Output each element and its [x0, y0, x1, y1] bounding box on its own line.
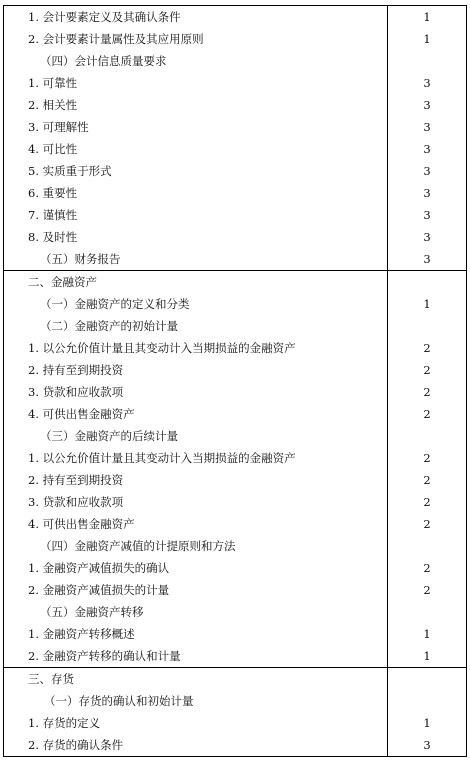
topic-cell: 8. 及时性 — [4, 226, 388, 248]
table-row — [4, 94, 467, 116]
topic-cell: （二）金融资产的初始计量 — [4, 315, 388, 337]
topic-cell: （五）金融资产转移 — [4, 601, 388, 623]
topic-cell: （三）金融资产的后续计量 — [4, 425, 388, 447]
topic-cell: 1. 金融资产减值损失的确认 — [4, 557, 388, 579]
level-cell: 2 — [388, 403, 467, 425]
level-cell: 1 — [388, 645, 467, 668]
table-row — [4, 248, 467, 271]
table-row — [4, 381, 467, 403]
topic-cell: 2. 存货的确认条件 — [4, 734, 388, 757]
syllabus-table — [3, 5, 467, 757]
table-row — [4, 623, 467, 645]
topic-cell: 1. 存货的定义 — [4, 712, 388, 734]
table-row — [4, 557, 467, 579]
topic-cell: 5. 实质重于形式 — [4, 160, 388, 182]
level-cell: 3 — [388, 160, 467, 182]
topic-cell: 2. 持有至到期投资 — [4, 359, 388, 381]
level-cell: 3 — [388, 226, 467, 248]
level-cell: 3 — [388, 116, 467, 138]
level-cell — [388, 668, 467, 691]
topic-cell: 3. 贷款和应收款项 — [4, 491, 388, 513]
table-row — [4, 712, 467, 734]
topic-cell: （一）金融资产的定义和分类 — [4, 293, 388, 315]
table-row — [4, 293, 467, 315]
level-cell: 2 — [388, 513, 467, 535]
level-cell: 2 — [388, 491, 467, 513]
topic-cell: 2. 会计要素计量属性及其应用原则 — [4, 28, 388, 50]
topic-cell: 4. 可供出售金融资产 — [4, 513, 388, 535]
level-cell: 2 — [388, 447, 467, 469]
level-cell — [388, 601, 467, 623]
topic-cell: 1. 可靠性 — [4, 72, 388, 94]
level-cell: 1 — [388, 623, 467, 645]
topic-cell: 2. 金融资产转移的确认和计量 — [4, 645, 388, 668]
table-row — [4, 138, 467, 160]
table-row — [4, 226, 467, 248]
table-row — [4, 645, 467, 668]
topic-cell: 3. 可理解性 — [4, 116, 388, 138]
table-row — [4, 469, 467, 491]
topic-cell: 3. 贷款和应收款项 — [4, 381, 388, 403]
topic-cell: 1. 以公允价值计量且其变动计入当期损益的金融资产 — [4, 337, 388, 359]
topic-cell: 1. 以公允价值计量且其变动计入当期损益的金融资产 — [4, 447, 388, 469]
level-cell: 1 — [388, 6, 467, 29]
topic-cell: （四）金融资产减值的计提原则和方法 — [4, 535, 388, 557]
topic-cell: 二、金融资产 — [4, 271, 388, 294]
table-row — [4, 337, 467, 359]
level-cell: 1 — [388, 28, 467, 50]
level-cell: 1 — [388, 293, 467, 315]
table-row — [4, 28, 467, 50]
table-row — [4, 6, 467, 29]
section-heading-row — [4, 271, 467, 294]
level-cell: 3 — [388, 138, 467, 160]
topic-cell: 1. 金融资产转移概述 — [4, 623, 388, 645]
topic-cell: 7. 谨慎性 — [4, 204, 388, 226]
topic-cell: （一）存货的确认和初始计量 — [4, 690, 388, 712]
topic-cell: 4. 可比性 — [4, 138, 388, 160]
topic-cell: （四）会计信息质量要求 — [4, 50, 388, 72]
level-cell: 3 — [388, 72, 467, 94]
topic-cell: 6. 重要性 — [4, 182, 388, 204]
level-cell: 3 — [388, 248, 467, 271]
level-cell: 2 — [388, 557, 467, 579]
level-cell: 2 — [388, 469, 467, 491]
table-row — [4, 116, 467, 138]
level-cell: 3 — [388, 204, 467, 226]
level-cell — [388, 425, 467, 447]
table-row — [4, 160, 467, 182]
syllabus-table-body — [4, 6, 467, 757]
level-cell: 2 — [388, 337, 467, 359]
table-row — [4, 72, 467, 94]
table-row — [4, 204, 467, 226]
level-cell — [388, 690, 467, 712]
topic-cell: 1. 会计要素定义及其确认条件 — [4, 6, 388, 29]
table-row — [4, 491, 467, 513]
level-cell — [388, 50, 467, 72]
table-row — [4, 403, 467, 425]
level-cell — [388, 271, 467, 294]
level-cell: 2 — [388, 579, 467, 601]
table-row — [4, 182, 467, 204]
level-cell: 2 — [388, 359, 467, 381]
topic-cell: 4. 可供出售金融资产 — [4, 403, 388, 425]
table-row — [4, 50, 467, 72]
level-cell: 3 — [388, 734, 467, 757]
level-cell — [388, 535, 467, 557]
table-row — [4, 734, 467, 757]
table-row — [4, 513, 467, 535]
table-row — [4, 535, 467, 557]
table-row — [4, 447, 467, 469]
topic-cell: 2. 持有至到期投资 — [4, 469, 388, 491]
level-cell: 1 — [388, 712, 467, 734]
table-row — [4, 690, 467, 712]
section-heading-row — [4, 668, 467, 691]
table-row — [4, 359, 467, 381]
level-cell: 3 — [388, 94, 467, 116]
topic-cell: 2. 金融资产减值损失的计量 — [4, 579, 388, 601]
table-row — [4, 601, 467, 623]
table-row — [4, 315, 467, 337]
topic-cell: （五）财务报告 — [4, 248, 388, 271]
level-cell — [388, 315, 467, 337]
table-row — [4, 579, 467, 601]
level-cell: 3 — [388, 182, 467, 204]
topic-cell: 三、存货 — [4, 668, 388, 691]
level-cell: 2 — [388, 381, 467, 403]
table-row — [4, 425, 467, 447]
topic-cell: 2. 相关性 — [4, 94, 388, 116]
